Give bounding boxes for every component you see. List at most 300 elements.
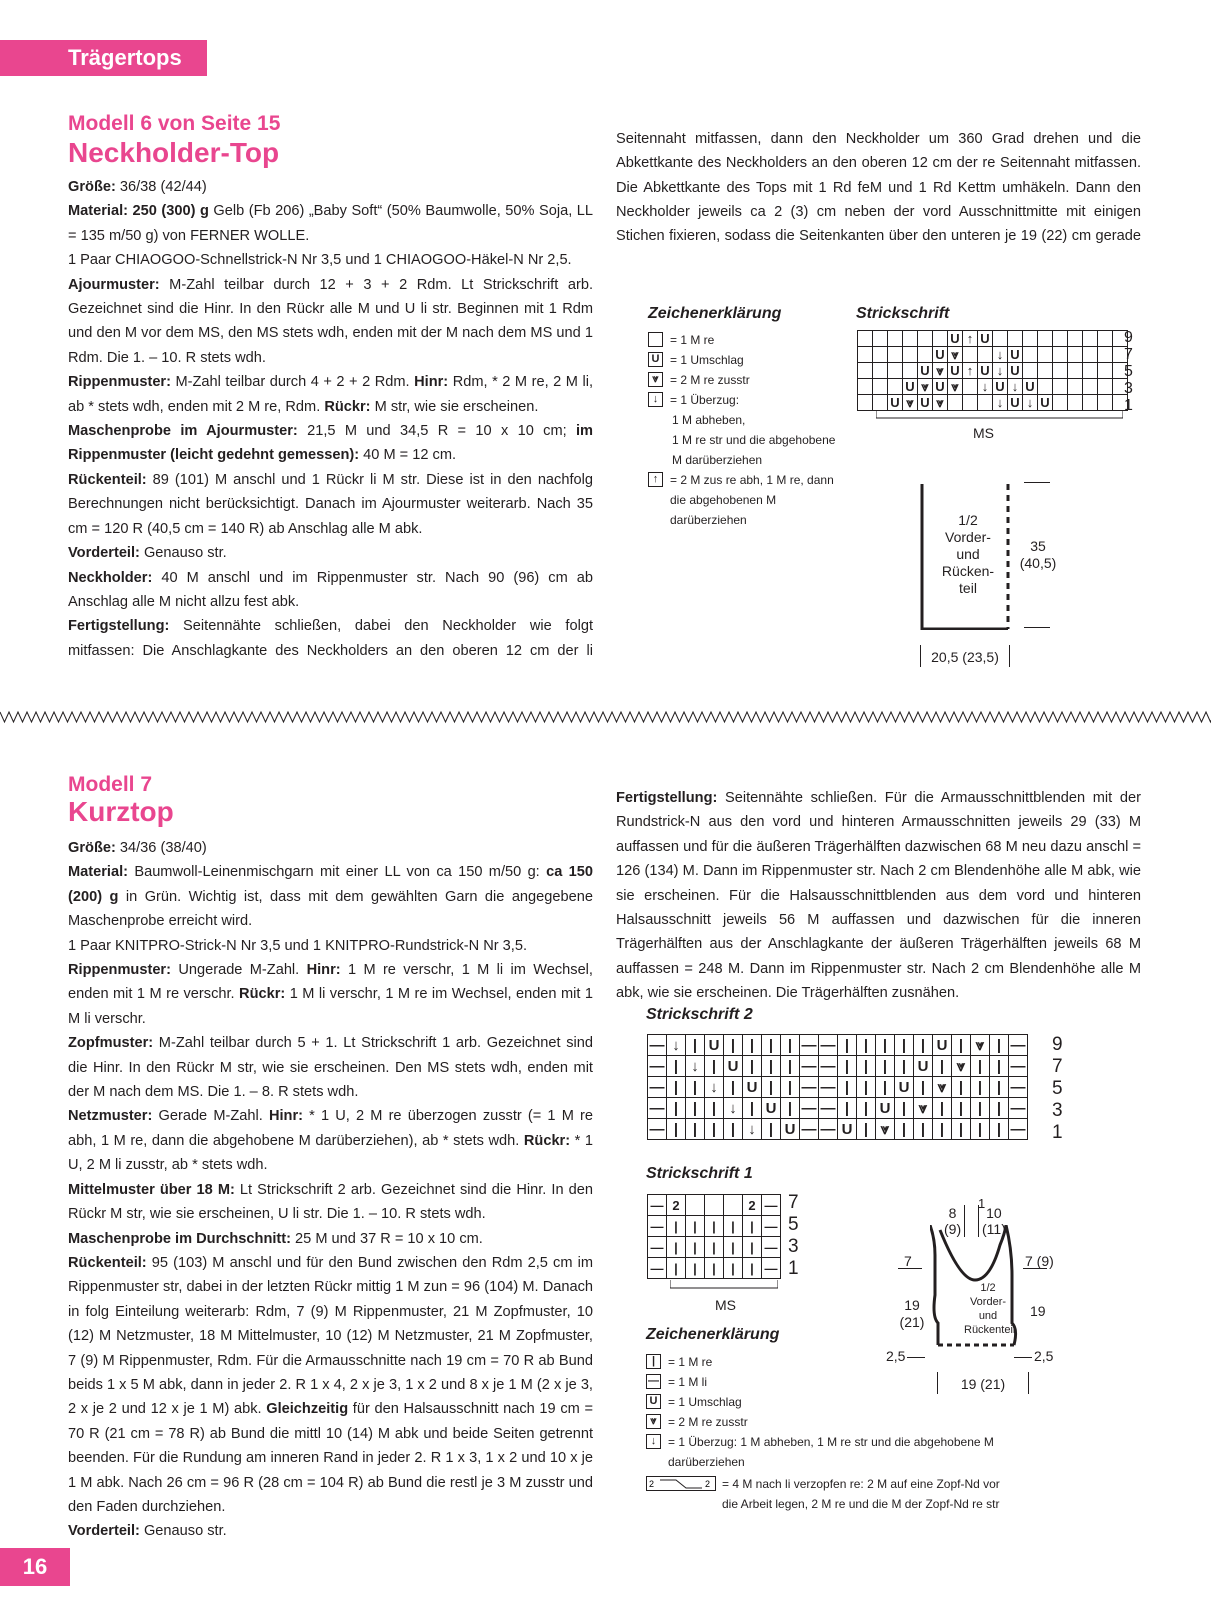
- text: M-Zahl teilbar durch 12 + 3 + 2 Rdm. Lt Strickschrift arb. Gezeichnet sind die Hinr. In den Rückr alle M und U li str. Beginnen mit 1 Rdm und den M vor dem MS, den MS stets wdh, enden mit der M nach dem MS und 1 Rdm. Die 1. – 10. R stets wdh.: [68, 276, 593, 366]
- chart-cell: U: [1008, 363, 1023, 379]
- text: 25 M und 37 R = 10 x 10 cm.: [291, 1230, 483, 1247]
- chart-cell: |: [667, 1216, 686, 1237]
- legend-text: = 2 M re zusstr: [668, 1415, 748, 1429]
- model6-legend: [648, 330, 848, 530]
- model6-chart: [857, 330, 1128, 411]
- chart-cell: [1023, 331, 1038, 347]
- row-number: 9: [1052, 1034, 1063, 1055]
- chart-cell: [1083, 363, 1098, 379]
- label: Ajourmuster:: [68, 276, 160, 293]
- chart-cell: ↓: [667, 1035, 686, 1056]
- chart-cell: [705, 1195, 724, 1216]
- chart-cell: |: [781, 1077, 800, 1098]
- label: Material: 250 (300) g: [68, 203, 209, 220]
- chart-cell: ⩔: [948, 347, 963, 363]
- label: Gleichzeitig: [266, 1401, 349, 1418]
- chart-row: [858, 347, 1128, 363]
- chart-cell: [858, 379, 873, 395]
- chart-cell: —: [648, 1258, 667, 1279]
- chart-cell: [858, 363, 873, 379]
- text: Baumwoll-Leinenmischgarn mit einer LL von ca 150 m/50 g:: [128, 864, 547, 881]
- chart-cell: ↓: [1008, 379, 1023, 395]
- label: Vorder-: [969, 1296, 1007, 1308]
- chart-cell: ⩔: [914, 1098, 933, 1119]
- legend-item: [648, 390, 848, 410]
- chart-cell: —: [801, 1057, 817, 1075]
- chart-cell: —: [648, 1237, 667, 1258]
- chart-cell: ⩔: [876, 1119, 895, 1140]
- chart-cell: ⩔: [903, 395, 918, 411]
- model6-kicker: Modell 6 von Seite 15: [68, 112, 281, 135]
- model7-title: Kurztop: [68, 796, 174, 827]
- chart-cell: [1053, 331, 1068, 347]
- chart-row: [648, 1035, 1028, 1056]
- chart-cell: [1083, 379, 1098, 395]
- label: Rückr:: [523, 1132, 571, 1149]
- chart-cell: |: [686, 1258, 705, 1279]
- chart-cell: 2: [667, 1195, 686, 1216]
- chart-cell: U: [933, 379, 948, 395]
- text: Genauso str.: [139, 1523, 227, 1540]
- legend-item: [646, 1474, 1006, 1514]
- chart-cell: |: [838, 1056, 857, 1077]
- model7-chart2-row-numbers: [1052, 1034, 1063, 1144]
- chart-cell: [686, 1195, 705, 1216]
- chart-cell: |: [705, 1098, 724, 1119]
- zigzag-line: [0, 712, 1211, 722]
- chart-cell: —: [762, 1216, 781, 1237]
- chart-cell: ⩔: [933, 1077, 952, 1098]
- chart-cell: U: [888, 395, 903, 411]
- chart-row: [858, 363, 1128, 379]
- chart-cell: |: [724, 1216, 743, 1237]
- chart-cell: [963, 379, 978, 395]
- chart-cell: [1068, 347, 1083, 363]
- chart-row: [648, 1098, 1028, 1119]
- chart-cell: [963, 347, 978, 363]
- chart-cell: |: [914, 1035, 933, 1056]
- model7-schematic-label: [964, 1281, 1016, 1337]
- chart-cell: |: [686, 1216, 705, 1237]
- label: und: [978, 1310, 998, 1322]
- row-number: 7: [788, 1192, 799, 1213]
- label: Maschenprobe im Ajourmuster:: [68, 423, 298, 440]
- model7-left-shoulder: 7: [904, 1253, 912, 1269]
- chart-row: [858, 379, 1128, 395]
- label: Größe:: [68, 179, 116, 195]
- chart-cell: |: [895, 1098, 914, 1119]
- chart-cell: —: [648, 1195, 667, 1216]
- chart-cell: ↓: [705, 1077, 724, 1098]
- legend-text: = 1 Überzug: 1 M abheben, 1 M re str und die abgehobene M darüberziehen: [668, 1435, 994, 1469]
- cable-symbol-icon: [646, 1476, 716, 1491]
- chart-cell: U: [762, 1098, 781, 1119]
- model7-left-band: 2,5: [886, 1348, 906, 1364]
- label: (9): [944, 1221, 962, 1237]
- chart-cell: |: [933, 1098, 952, 1119]
- chart-cell: U: [1008, 347, 1023, 363]
- chart-cell: ↓: [978, 379, 993, 395]
- model7-right-height: 19: [1030, 1303, 1046, 1319]
- chart-cell: |: [762, 1035, 781, 1056]
- model7-kicker: Modell 7: [68, 773, 153, 796]
- chart-cell: |: [667, 1237, 686, 1258]
- chart-cell: —: [649, 1078, 665, 1096]
- chart-cell: ↓: [993, 347, 1008, 363]
- chart-cell: [1068, 331, 1083, 347]
- chart-cell: U: [933, 347, 948, 363]
- chart-cell: [1053, 347, 1068, 363]
- model7-ms-label: MS: [715, 1297, 736, 1313]
- chart-cell: U: [705, 1035, 724, 1056]
- chart-cell: |: [838, 1035, 857, 1056]
- chart-cell: [903, 347, 918, 363]
- chart-cell: |: [667, 1119, 686, 1140]
- chart-cell: —: [801, 1120, 817, 1138]
- chart-cell: —: [649, 1036, 665, 1054]
- chart-cell: [1053, 363, 1068, 379]
- row-number: 5: [1052, 1078, 1063, 1099]
- double-decrease-icon: ↑: [648, 472, 663, 487]
- label: Rippenmuster:: [68, 962, 171, 979]
- label: Rückenteil: [964, 1324, 1016, 1336]
- text: Genauso str.: [139, 545, 227, 562]
- chart-cell: |: [876, 1077, 895, 1098]
- text: Seitennähte schließen. Für die Armausschnittblenden mit der Rundstrick-N aus den vord und hinteren Armausschnitten jeweils 29 (33) M auffassen und für die äußeren Trägerhälften dazwischen 68 M neu dazu anschl = 126 (134) M. Dann im Rippenmuster str. Nach 2 cm Blendenhöhe alle M abk, wie sie erscheinen. Für die Halsausschnittblenden aus dem vord und hinteren Halsausschnitt jeweils 56 M auffassen und dazwischen für die inneren Trägerhälften aus der Anschlagkante der äußeren Trägerhälften jeweils 68 M auffassen = 248 M. Dann im Rippenmuster str. Nach 2 cm Blendenhöhe alle M abk, wie sie erscheinen. Die Trägerhälften zusnähen.: [616, 790, 1141, 1002]
- chart-cell: |: [724, 1258, 743, 1279]
- chart-cell: [933, 331, 948, 347]
- page-number: 16: [0, 1548, 70, 1586]
- chart-cell: 2: [743, 1195, 762, 1216]
- text: * 1 U, 2 M re überzogen zusstr (= 1 M re abh, 1 M re, dann die abgehobene M darüberziehen), ab * stets wdh.: [68, 1108, 593, 1149]
- model7-left-height: [898, 1297, 926, 1331]
- chart-cell: [918, 347, 933, 363]
- knit-symbol-icon: |: [646, 1354, 661, 1369]
- model7-chart2-title: Strickschrift 2: [646, 1006, 753, 1023]
- chart-cell: U: [948, 331, 963, 347]
- model6-height-dimension: [1016, 538, 1060, 572]
- chart-cell: |: [743, 1056, 762, 1077]
- model6-schematic-label: [934, 512, 1002, 597]
- legend-text: = 2 M zus re abh, 1 M re, dann die abgehobenen M darüberziehen: [670, 473, 834, 527]
- legend-item: [648, 350, 848, 370]
- row-number: 3: [1052, 1100, 1063, 1121]
- chart-cell: |: [705, 1216, 724, 1237]
- chart-cell: [724, 1195, 743, 1216]
- chart-cell: |: [686, 1035, 705, 1056]
- label: Rückenteil:: [68, 1254, 147, 1271]
- text: 40 M = 12 cm.: [359, 447, 457, 464]
- row-number: 1: [1124, 397, 1133, 414]
- chart-cell: |: [724, 1077, 743, 1098]
- label: Maschenprobe im Durchschnitt:: [68, 1230, 291, 1247]
- dimension-line: [1014, 1357, 1032, 1358]
- chart-cell: [888, 363, 903, 379]
- chart-cell: |: [971, 1119, 990, 1140]
- chart-cell: |: [952, 1098, 971, 1119]
- chart-cell: —: [649, 1120, 665, 1138]
- k2tog-icon: ⩔: [646, 1414, 661, 1429]
- model7-ms-bracket: [670, 1280, 778, 1294]
- chart-cell: [1068, 379, 1083, 395]
- chart-cell: |: [895, 1056, 914, 1077]
- text: 40 M anschl und im Rippenmuster str. Nach 90 (96) cm ab Anschlag alle M nicht allzu fest abk.: [68, 569, 593, 610]
- chart-cell: |: [876, 1056, 895, 1077]
- label: 1/2: [980, 1282, 996, 1294]
- chart-cell: |: [971, 1056, 990, 1077]
- chart-cell: —: [1010, 1099, 1026, 1117]
- legend-text: = 1 Umschlag: [670, 353, 744, 367]
- chart-cell: —: [1010, 1078, 1026, 1096]
- label: 19: [904, 1297, 920, 1313]
- chart-cell: |: [724, 1035, 743, 1056]
- chart-cell: [1098, 363, 1113, 379]
- label: Größe:: [68, 840, 116, 856]
- svg-text:2: 2: [649, 1479, 655, 1489]
- text: M-Zahl teilbar durch 4 + 2 + 2 Rdm.: [170, 374, 415, 391]
- text: 1 M re verschr, 1 M li im Wechsel, enden mit 1 M re verschr.: [68, 962, 593, 1003]
- chart-cell: |: [762, 1056, 781, 1077]
- chart-cell: ↓: [724, 1098, 743, 1119]
- chart-cell: ⩔: [971, 1035, 990, 1056]
- label: Vorder-: [945, 529, 991, 545]
- row-number: 1: [1052, 1122, 1063, 1143]
- text: 89 (101) M anschl und 1 Rückr li M str. Diese ist in den nachfolg Berechnungen nicht berücksichtigt. Danach im Ajourmuster weiterarb. Nach 35 cm = 120 R (40,5 cm = 140 R) ab Anschlag alle M abk.: [68, 471, 593, 537]
- label: 35: [1030, 538, 1046, 554]
- chart-row: [648, 1195, 781, 1216]
- chart-cell: —: [762, 1195, 781, 1216]
- row-number: 3: [788, 1236, 799, 1257]
- chart-cell: |: [781, 1035, 800, 1056]
- label: 8: [948, 1205, 957, 1221]
- label: Vorderteil:: [68, 1523, 140, 1540]
- chart-cell: [1053, 379, 1068, 395]
- text: Gerade M-Zahl.: [152, 1108, 269, 1125]
- chart-cell: [873, 347, 888, 363]
- chart-cell: |: [857, 1098, 876, 1119]
- text: 36/38 (42/44): [115, 179, 207, 195]
- legend-item: [646, 1352, 1006, 1372]
- legend-text: 1 M re str und die abgehobene M darüberziehen: [672, 433, 836, 467]
- model7-text-right: [616, 786, 1141, 1006]
- chart-cell: U: [743, 1077, 762, 1098]
- chart-cell: U: [978, 331, 993, 347]
- chart-cell: —: [801, 1099, 817, 1117]
- legend-item: [646, 1432, 1006, 1472]
- skp-icon: ↓: [646, 1434, 661, 1449]
- label: und: [956, 546, 980, 562]
- chart-cell: [888, 347, 903, 363]
- chart-cell: ⩔: [933, 395, 948, 411]
- chart-cell: |: [857, 1077, 876, 1098]
- row-number: 1: [788, 1258, 799, 1279]
- chart-cell: |: [895, 1035, 914, 1056]
- chart-cell: —: [820, 1036, 836, 1054]
- chart-cell: ↑: [963, 363, 978, 379]
- row-number: 5: [788, 1214, 799, 1235]
- label: Netzmuster:: [68, 1108, 153, 1125]
- label: Hinr:: [306, 962, 341, 979]
- chart-cell: |: [857, 1119, 876, 1140]
- legend-item: [648, 370, 848, 390]
- chart-cell: [888, 331, 903, 347]
- chart-cell: [918, 331, 933, 347]
- legend-item: [646, 1412, 1006, 1432]
- model6-title: Neckholder-Top: [68, 137, 280, 168]
- chart-cell: |: [686, 1077, 705, 1098]
- text: Rdm, * 2 M re, 2 M li, ab * stets wdh, enden mit 2 M re, Rdm.: [68, 374, 593, 415]
- model6-legend-title: Zeichenerklärung: [648, 305, 782, 322]
- knit-symbol-icon: [648, 332, 663, 347]
- chart-row: [648, 1216, 781, 1237]
- model6-chart-title: Strickschrift: [856, 305, 950, 322]
- chart-cell: —: [1010, 1036, 1026, 1054]
- chart-cell: —: [820, 1057, 836, 1075]
- chart-cell: ↓: [993, 395, 1008, 411]
- chart-cell: —: [801, 1078, 817, 1096]
- chart-cell: |: [914, 1119, 933, 1140]
- chart-cell: [873, 331, 888, 347]
- row-number: 5: [1124, 363, 1133, 380]
- text: Ungerade M-Zahl.: [170, 962, 307, 979]
- chart-cell: ↓: [686, 1056, 705, 1077]
- chart-cell: |: [705, 1258, 724, 1279]
- label: Vorderteil:: [68, 545, 140, 562]
- model7-top-left: [944, 1205, 965, 1237]
- chart-cell: [888, 379, 903, 395]
- text: 1 Paar CHIAOGOO-Schnellstrick-N Nr 3,5 und 1 CHIAOGOO-Häkel-N Nr 2,5.: [68, 252, 572, 269]
- chart-cell: |: [952, 1035, 971, 1056]
- label: im Rippenmuster (leicht gedehnt gemessen):: [68, 423, 594, 464]
- chart-cell: [1098, 331, 1113, 347]
- chart-cell: [873, 363, 888, 379]
- model7-right-band: 2,5: [1034, 1348, 1054, 1364]
- legend-text: 1 M abheben,: [672, 413, 746, 427]
- chart-row: [648, 1077, 1028, 1098]
- yarn-over-icon: U: [646, 1394, 661, 1409]
- text: Seitennaht mitfassen, dann den Neckholder um 360 Grad drehen und die Abkettkante des Neckholders an den oberen 12 cm der re Seitennaht mitfassen. Die Abkettkante des Tops mit 1 Rd feM und 1 Rd Kettm umhäkeln. Dann den Neckholder jeweils ca 2 (3) cm neben der vord Ausschnittmitte mit einigen Stichen fixieren, sodass die Seitenkanten über den unteren je 19 (22) cm gerade: [616, 130, 1141, 245]
- row-number: 7: [1052, 1056, 1063, 1077]
- chart-row: [648, 1258, 781, 1279]
- chart-row: [858, 331, 1128, 347]
- dimension-line: [907, 1357, 925, 1358]
- chart-cell: [903, 331, 918, 347]
- chart-cell: —: [649, 1099, 665, 1117]
- model6-width-dimension: 20,5 (23,5): [931, 649, 999, 665]
- model6-text-right: [616, 126, 1141, 248]
- legend-text: = 2 M re zusstr: [670, 373, 750, 387]
- chart-cell: |: [895, 1119, 914, 1140]
- chart-cell: U: [1038, 395, 1053, 411]
- chart-cell: ↓: [743, 1119, 762, 1140]
- chart-cell: U: [978, 363, 993, 379]
- chart-cell: |: [667, 1258, 686, 1279]
- chart-cell: ⩔: [918, 379, 933, 395]
- purl-symbol-icon: —: [648, 1375, 659, 1387]
- label: Fertigstellung:: [616, 790, 718, 806]
- chart-cell: [978, 347, 993, 363]
- chart-cell: |: [781, 1056, 800, 1077]
- text: M str, wie sie erscheinen.: [370, 398, 539, 415]
- chart-cell: [1038, 347, 1053, 363]
- chart-cell: [993, 331, 1008, 347]
- model7-chart1: [647, 1194, 781, 1279]
- chart-cell: |: [990, 1035, 1009, 1056]
- chart-cell: |: [876, 1035, 895, 1056]
- chart-cell: |: [743, 1237, 762, 1258]
- chart-cell: [1023, 347, 1038, 363]
- model7-chart1-title: Strickschrift 1: [646, 1165, 753, 1182]
- row-number: 7: [1124, 346, 1133, 363]
- chart-cell: |: [838, 1098, 857, 1119]
- row-number: 9: [1124, 329, 1133, 346]
- chart-cell: |: [705, 1237, 724, 1258]
- chart-cell: —: [648, 1216, 667, 1237]
- model7-right-shoulder: 7 (9): [1025, 1253, 1054, 1269]
- chart-cell: [1023, 363, 1038, 379]
- chart-cell: |: [971, 1098, 990, 1119]
- chart-cell: [873, 379, 888, 395]
- text: Gelb (Fb 206) „Baby Soft“ (50% Baumwolle, 50% Soja, LL = 135 m/50 g) von FERNER WOLLE.: [68, 203, 594, 244]
- label: Hinr:: [268, 1108, 303, 1125]
- chart-cell: [1038, 331, 1053, 347]
- legend-text: = 1 M re: [668, 1355, 713, 1369]
- chart-cell: [1098, 347, 1113, 363]
- label: Rücken-: [941, 563, 995, 579]
- chart-cell: [1068, 363, 1083, 379]
- zigzag-divider: [0, 710, 1211, 724]
- chart-cell: |: [990, 1077, 1009, 1098]
- chart-cell: [1008, 331, 1023, 347]
- skp-icon: ↓: [648, 392, 663, 407]
- k2tog-icon: ⩔: [648, 372, 663, 387]
- chart-row: [648, 1237, 781, 1258]
- chart-cell: |: [686, 1119, 705, 1140]
- legend-item: [646, 1392, 1006, 1412]
- chart-cell: |: [743, 1035, 762, 1056]
- chart-cell: |: [990, 1056, 1009, 1077]
- chart-cell: |: [667, 1056, 686, 1077]
- label: (11): [982, 1221, 1006, 1237]
- label: teil: [959, 580, 977, 596]
- chart-cell: —: [820, 1120, 836, 1138]
- chart-cell: [1038, 379, 1053, 395]
- label: Fertigstellung:: [68, 618, 170, 635]
- legend-text: = 1 Umschlag: [668, 1395, 742, 1409]
- model7-top-center: 1: [978, 1196, 986, 1211]
- label: Hinr:: [414, 374, 449, 391]
- model6-chart-row-numbers: [1124, 329, 1133, 414]
- label: (21): [899, 1314, 925, 1330]
- model7-top-right: [978, 1205, 1006, 1237]
- chart-cell: U: [781, 1119, 800, 1140]
- chart-cell: [1038, 363, 1053, 379]
- legend-text: = 1 Überzug:: [670, 393, 740, 407]
- chart-cell: U: [903, 379, 918, 395]
- chart-cell: |: [705, 1119, 724, 1140]
- row-number: 3: [1124, 380, 1133, 397]
- label: Zopfmuster:: [68, 1035, 154, 1052]
- chart-cell: |: [724, 1237, 743, 1258]
- label: ca 150 (200) g: [68, 864, 593, 905]
- chart-cell: —: [1010, 1120, 1026, 1138]
- chart-cell: ↑: [963, 331, 978, 347]
- text: 21,5 M und 34,5 R = 10 x 10 cm;: [297, 423, 576, 440]
- model7-text-left: [68, 836, 593, 1544]
- text: Seitennähte schließen, dabei den Neckholder wie folgt mitfassen: Die Anschlagkante des Neckholders an den oberen 12 cm der li: [68, 618, 593, 659]
- chart-cell: |: [933, 1119, 952, 1140]
- text: in Grün. Wichtig ist, dass mit dem gewählten Garn die angegebene Maschenprobe erreicht wird.: [68, 888, 593, 930]
